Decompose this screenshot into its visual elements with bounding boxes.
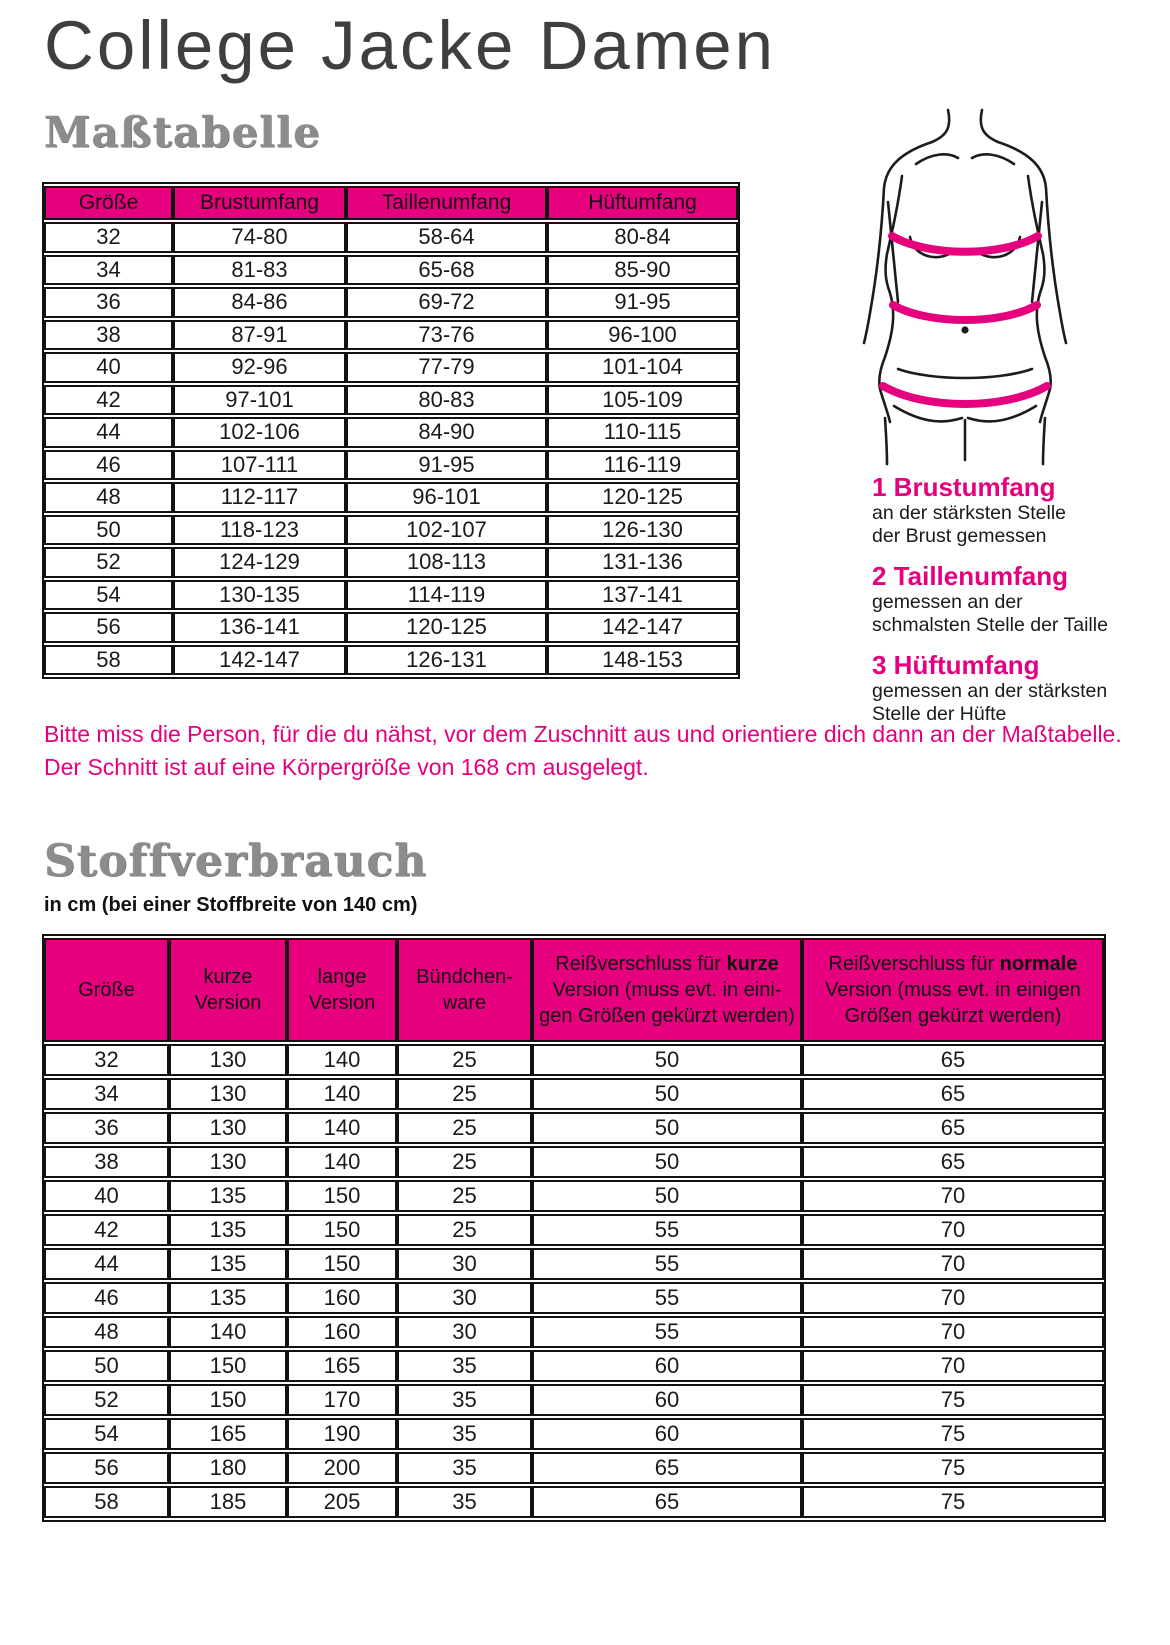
table-cell: 58 [44, 1486, 169, 1518]
table-row [44, 255, 738, 286]
table-cell: 70 [802, 1214, 1104, 1246]
table-row [44, 1316, 1104, 1348]
table-cell: 50 [532, 1078, 802, 1110]
legend-description: schmalsten Stelle der Taille [872, 614, 1108, 636]
table-cell: 81-83 [173, 255, 346, 286]
table-row [44, 1214, 1104, 1246]
table-cell: 140 [287, 1112, 397, 1144]
table-cell: 70 [802, 1180, 1104, 1212]
table-cell: 165 [169, 1418, 287, 1450]
table-cell: 80-84 [547, 222, 738, 253]
legend-description: der Brust gemessen [872, 525, 1047, 547]
table-cell: 107-111 [173, 450, 346, 481]
table-cell: 102-106 [173, 417, 346, 448]
table-cell: 131-136 [547, 547, 738, 578]
table-row [44, 612, 738, 643]
size-table-header [44, 186, 738, 220]
table-row [44, 1350, 1104, 1382]
table-cell: 96-100 [547, 320, 738, 351]
table-cell: 30 [397, 1248, 532, 1280]
table-cell: 130-135 [173, 580, 346, 611]
table-cell: 70 [802, 1350, 1104, 1382]
table-cell: 75 [802, 1384, 1104, 1416]
table-cell: 120-125 [346, 612, 547, 643]
column-header: Taillenumfang [346, 186, 547, 220]
table-row [44, 320, 738, 351]
table-row [44, 1452, 1104, 1484]
table-cell: 46 [44, 450, 173, 481]
table-cell: 102-107 [346, 515, 547, 546]
table-cell: 58 [44, 645, 173, 676]
table-row [44, 482, 738, 513]
table-cell: 65 [802, 1112, 1104, 1144]
table-cell: 160 [287, 1282, 397, 1314]
table-cell: 50 [532, 1112, 802, 1144]
table-cell: 60 [532, 1384, 802, 1416]
table-cell: 56 [44, 1452, 169, 1484]
table-cell: 165 [287, 1350, 397, 1382]
table-cell: 30 [397, 1316, 532, 1348]
table-cell: 35 [397, 1384, 532, 1416]
table-cell: 48 [44, 482, 173, 513]
legend-label: 3 Hüftumfang [872, 650, 1040, 680]
table-row [44, 645, 738, 676]
table-cell: 130 [169, 1146, 287, 1178]
table-cell: 48 [44, 1316, 169, 1348]
table-cell: 96-101 [346, 482, 547, 513]
table-cell: 118-123 [173, 515, 346, 546]
table-row [44, 385, 738, 416]
table-cell: 60 [532, 1350, 802, 1382]
table-row [44, 547, 738, 578]
table-cell: 55 [532, 1248, 802, 1280]
column-header: Bündchen- ware [397, 938, 532, 1042]
table-cell: 25 [397, 1044, 532, 1076]
table-cell: 36 [44, 1112, 169, 1144]
table-cell: 142-147 [173, 645, 346, 676]
table-cell: 140 [287, 1078, 397, 1110]
legend-item [872, 561, 1152, 637]
legend-description: Stelle der Hüfte [872, 703, 1007, 725]
table-cell: 116-119 [547, 450, 738, 481]
table-cell: 65 [532, 1486, 802, 1518]
table-cell: 74-80 [173, 222, 346, 253]
table-cell: 205 [287, 1486, 397, 1518]
table-cell: 35 [397, 1486, 532, 1518]
table-cell: 101-104 [547, 352, 738, 383]
fabric-table [42, 934, 1106, 1522]
table-row [44, 450, 738, 481]
table-cell: 97-101 [173, 385, 346, 416]
table-cell: 75 [802, 1486, 1104, 1518]
table-cell: 135 [169, 1282, 287, 1314]
page-title: College Jacke Damen [44, 7, 777, 84]
note-text [44, 718, 1134, 784]
column-header: Reißverschluss für normale Version (muss evt. in einigen Größen gekürzt werden) [802, 938, 1104, 1042]
table-cell: 114-119 [346, 580, 547, 611]
column-header: kurze Version [169, 938, 287, 1042]
table-cell: 150 [169, 1350, 287, 1382]
table-row [44, 1112, 1104, 1144]
navel-dot [961, 326, 968, 333]
table-cell: 38 [44, 320, 173, 351]
table-cell: 135 [169, 1180, 287, 1212]
table-cell: 55 [532, 1316, 802, 1348]
table-cell: 65 [802, 1146, 1104, 1178]
section-heading-masstabelle: Maßtabelle [44, 108, 321, 157]
table-cell: 25 [397, 1180, 532, 1212]
table-cell: 170 [287, 1384, 397, 1416]
table-row [44, 1384, 1104, 1416]
note-line-2: Der Schnitt ist auf eine Körpergröße von 168 cm ausgelegt. [44, 754, 649, 780]
table-cell: 126-130 [547, 515, 738, 546]
table-cell: 54 [44, 1418, 169, 1450]
table-row [44, 1180, 1104, 1212]
table-cell: 185 [169, 1486, 287, 1518]
table-cell: 46 [44, 1282, 169, 1314]
size-table-body [44, 222, 738, 675]
table-cell: 34 [44, 1078, 169, 1110]
table-cell: 65 [532, 1452, 802, 1484]
table-row [44, 1282, 1104, 1314]
table-cell: 40 [44, 1180, 169, 1212]
table-cell: 32 [44, 1044, 169, 1076]
column-header: lange Version [287, 938, 397, 1042]
table-cell: 136-141 [173, 612, 346, 643]
table-row [44, 1418, 1104, 1450]
table-cell: 70 [802, 1248, 1104, 1280]
table-row [44, 515, 738, 546]
note-line-1: Bitte miss die Person, für die du nähst, vor dem Zuschnitt aus und orientiere dich dann an der Maßtabelle. [44, 721, 1122, 747]
table-cell: 85-90 [547, 255, 738, 286]
waist-measure-line [893, 305, 1037, 320]
fabric-table-body [44, 1044, 1104, 1518]
table-cell: 65 [802, 1078, 1104, 1110]
table-cell: 35 [397, 1350, 532, 1382]
table-cell: 91-95 [346, 450, 547, 481]
fabric-table-subtitle: in cm (bei einer Stoffbreite von 140 cm) [44, 894, 418, 916]
column-header: Größe [44, 938, 169, 1042]
table-cell: 25 [397, 1214, 532, 1246]
table-cell: 25 [397, 1146, 532, 1178]
legend-description: an der stärksten Stelle [872, 502, 1067, 524]
table-cell: 150 [287, 1248, 397, 1280]
table-cell: 42 [44, 1214, 169, 1246]
table-cell: 35 [397, 1452, 532, 1484]
table-cell: 44 [44, 417, 173, 448]
table-cell: 52 [44, 547, 173, 578]
table-cell: 50 [44, 515, 173, 546]
table-cell: 35 [397, 1418, 532, 1450]
legend-item [872, 472, 1152, 548]
table-cell: 124-129 [173, 547, 346, 578]
table-cell: 84-86 [173, 287, 346, 318]
table-cell: 52 [44, 1384, 169, 1416]
table-row [44, 1044, 1104, 1076]
table-cell: 140 [169, 1316, 287, 1348]
column-header: Hüftumfang [547, 186, 738, 220]
table-cell: 38 [44, 1146, 169, 1178]
table-cell: 50 [532, 1044, 802, 1076]
table-cell: 65-68 [346, 255, 547, 286]
table-cell: 70 [802, 1282, 1104, 1314]
measurement-legend [872, 472, 1152, 739]
table-cell: 126-131 [346, 645, 547, 676]
table-cell: 108-113 [346, 547, 547, 578]
table-cell: 30 [397, 1282, 532, 1314]
table-cell: 77-79 [346, 352, 547, 383]
table-row [44, 1146, 1104, 1178]
table-cell: 75 [802, 1452, 1104, 1484]
table-cell: 142-147 [547, 612, 738, 643]
table-cell: 69-72 [346, 287, 547, 318]
table-cell: 160 [287, 1316, 397, 1348]
table-cell: 36 [44, 287, 173, 318]
column-header: Brustumfang [173, 186, 346, 220]
table-cell: 40 [44, 352, 173, 383]
table-cell: 50 [532, 1180, 802, 1212]
table-row [44, 287, 738, 318]
legend-description: gemessen an der [872, 591, 1023, 613]
table-cell: 60 [532, 1418, 802, 1450]
table-row [44, 1486, 1104, 1518]
table-row [44, 580, 738, 611]
table-cell: 55 [532, 1282, 802, 1314]
table-cell: 190 [287, 1418, 397, 1450]
table-cell: 58-64 [346, 222, 547, 253]
table-row [44, 417, 738, 448]
hip-measure-line [883, 386, 1047, 404]
table-cell: 44 [44, 1248, 169, 1280]
legend-description: gemessen an der stärksten [872, 680, 1108, 702]
table-row [44, 352, 738, 383]
table-cell: 135 [169, 1248, 287, 1280]
column-header: Reißverschluss für kurze Version (muss evt. in eini- gen Größen gekürzt werden) [532, 938, 802, 1042]
table-cell: 200 [287, 1452, 397, 1484]
table-cell: 137-141 [547, 580, 738, 611]
table-cell: 135 [169, 1214, 287, 1246]
table-cell: 50 [532, 1146, 802, 1178]
header-row [44, 186, 738, 220]
legend-label: 2 Taillenumfang [872, 561, 1068, 591]
table-cell: 65 [802, 1044, 1104, 1076]
table-cell: 150 [287, 1214, 397, 1246]
table-cell: 42 [44, 385, 173, 416]
table-cell: 70 [802, 1316, 1104, 1348]
table-cell: 55 [532, 1214, 802, 1246]
table-cell: 73-76 [346, 320, 547, 351]
table-cell: 91-95 [547, 287, 738, 318]
table-cell: 180 [169, 1452, 287, 1484]
header-row [44, 938, 1104, 1042]
table-cell: 75 [802, 1418, 1104, 1450]
table-cell: 54 [44, 580, 173, 611]
fabric-table-header [44, 938, 1104, 1042]
legend-label: 1 Brustumfang [872, 472, 1056, 502]
table-cell: 110-115 [547, 417, 738, 448]
bust-measure-line [892, 236, 1038, 252]
table-row [44, 1248, 1104, 1280]
table-cell: 148-153 [547, 645, 738, 676]
table-cell: 120-125 [547, 482, 738, 513]
table-cell: 150 [169, 1384, 287, 1416]
table-cell: 140 [287, 1044, 397, 1076]
table-cell: 105-109 [547, 385, 738, 416]
table-cell: 150 [287, 1180, 397, 1212]
table-cell: 140 [287, 1146, 397, 1178]
table-row [44, 1078, 1104, 1110]
table-cell: 92-96 [173, 352, 346, 383]
table-row [44, 222, 738, 253]
table-cell: 34 [44, 255, 173, 286]
body-measurement-diagram [840, 106, 1090, 468]
table-cell: 80-83 [346, 385, 547, 416]
table-cell: 112-117 [173, 482, 346, 513]
table-cell: 32 [44, 222, 173, 253]
table-cell: 50 [44, 1350, 169, 1382]
table-cell: 25 [397, 1112, 532, 1144]
legend-item [872, 650, 1152, 726]
table-cell: 56 [44, 612, 173, 643]
table-cell: 87-91 [173, 320, 346, 351]
column-header: Größe [44, 186, 173, 220]
table-cell: 130 [169, 1112, 287, 1144]
table-cell: 25 [397, 1078, 532, 1110]
size-table [42, 182, 740, 679]
section-heading-stoffverbrauch: Stoffverbrauch [44, 836, 428, 887]
table-cell: 84-90 [346, 417, 547, 448]
table-cell: 130 [169, 1078, 287, 1110]
table-cell: 130 [169, 1044, 287, 1076]
